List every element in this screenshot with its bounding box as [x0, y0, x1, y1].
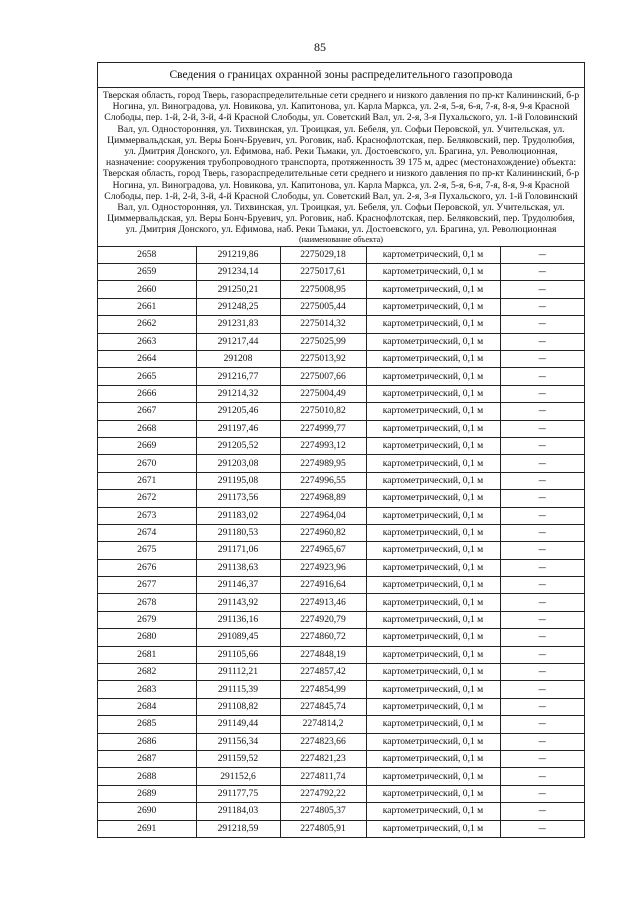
coordinate-x: 291171,06 [196, 542, 280, 559]
coordinate-y: 2274993,12 [280, 437, 366, 454]
object-description-text: Тверская область, город Тверь, газораспределительные сети среднего и низкого давления по пр-кт Калининский, б-р Ногина, ул. Виноградова, ул. Новикова, ул. Капитонова, ул. Карла Маркса, ул. 2-я, 5-я, 6-я, 7-я, 8-я, 9-я Красной Слободы, пер. 1-й, 2-й, 3-й, 4-й Красной Слободы, ул. Советский Вал, ул. 2-я, 3-я Пухальского, ул. 1-й Головинский Вал, ул. Односторонняя, ул. Тихвинская, ул. Троицкая, ул. Бебеля, ул. Софьи Перовской, ул. Учительская, ул. Циммервальдская, ул. Веры Бонч-Бруевич, ул. Роговик, наб. Краснофлотская, пер. Беляковский, пер. Трудолюбия, ул. Дмитрия Донского, ул. Ефимова, наб. Реки Тьмаки, ул. Достоевского, ул. Брагина, ул. Революционная, назначение: сооружения трубопроводного транспорта, протяженность 39 175 м, адрес (местонахождение) объекта: Тверская область, город Тверь, газораспределительные сети среднего и низкого давления по пр-кт Калининский, б-р Ногина, ул. Виноградова, ул. Новикова, ул. Капитонова, ул. Карла Маркса, ул. 2-я, 5-я, 6-я, 7-я, 8-я, 9-я Красной Слободы, пер. 1-й, 2-й, 3-й, 4-й Красной Слободы, ул. Советский Вал, ул. 2-я, 3-я Пухальского, ул. 1-й Головинский Вал, ул. Односторонняя, ул. Тихвинская, ул. Троицкая, ул. Бебеля, ул. Софьи Перовской, ул. Учительская, ул. Циммервальдская, ул. Веры Бонч-Бруевич, ул. Роговик, наб. Краснофлотская, пер. Беляковский, пер. Трудолюбия, ул. Дмитрия Донского, ул. Ефимова, наб. Реки Тьмаки, ул. Достоевского, ул. Брагина, ул. Революционная [102, 90, 580, 236]
coordinate-y: 2274854,99 [280, 681, 366, 698]
coordinate-x: 291105,66 [196, 646, 280, 663]
description-dash: — [500, 803, 584, 820]
coordinate-x: 291156,34 [196, 733, 280, 750]
coordinate-x: 291143,92 [196, 594, 280, 611]
table-row [98, 316, 584, 333]
object-description-note: (наименование объекта) [298, 234, 384, 244]
description-dash: — [500, 420, 584, 437]
table-row [98, 507, 584, 524]
coordinate-y: 2274999,77 [280, 420, 366, 437]
coordinate-y: 2275007,66 [280, 368, 366, 385]
coordinate-y: 2274823,66 [280, 733, 366, 750]
method-accuracy: картометрический, 0,1 м [366, 646, 500, 663]
point-number: 2683 [98, 681, 196, 698]
coordinate-y: 2274811,74 [280, 768, 366, 785]
method-accuracy: картометрический, 0,1 м [366, 577, 500, 594]
method-accuracy: картометрический, 0,1 м [366, 298, 500, 315]
method-accuracy: картометрический, 0,1 м [366, 333, 500, 350]
method-accuracy: картометрический, 0,1 м [366, 385, 500, 402]
table-row [98, 437, 584, 454]
coordinate-x: 291089,45 [196, 629, 280, 646]
coordinate-x: 291250,21 [196, 281, 280, 298]
table-row [98, 698, 584, 715]
method-accuracy: картометрический, 0,1 м [366, 681, 500, 698]
method-accuracy: картометрический, 0,1 м [366, 768, 500, 785]
description-dash: — [500, 542, 584, 559]
coordinate-x: 291173,56 [196, 490, 280, 507]
description-dash: — [500, 716, 584, 733]
table-row [98, 733, 584, 750]
coordinate-x: 291149,44 [196, 716, 280, 733]
coordinate-x: 291183,02 [196, 507, 280, 524]
method-accuracy: картометрический, 0,1 м [366, 524, 500, 541]
table-row [98, 681, 584, 698]
method-accuracy: картометрический, 0,1 м [366, 490, 500, 507]
method-accuracy: картометрический, 0,1 м [366, 281, 500, 298]
point-number: 2688 [98, 768, 196, 785]
table-row [98, 420, 584, 437]
table-row [98, 246, 584, 263]
description-dash: — [500, 577, 584, 594]
coordinate-y: 2274805,37 [280, 803, 366, 820]
coordinate-x: 291234,14 [196, 264, 280, 281]
document-title: Сведения о границах охранной зоны распределительного газопровода [98, 63, 584, 88]
table-row [98, 385, 584, 402]
description-dash: — [500, 611, 584, 628]
description-dash: — [500, 820, 584, 837]
table-row [98, 820, 584, 837]
coordinate-x: 291214,32 [196, 385, 280, 402]
coordinate-y: 2274964,04 [280, 507, 366, 524]
method-accuracy: картометрический, 0,1 м [366, 350, 500, 367]
point-number: 2691 [98, 820, 196, 837]
point-number: 2670 [98, 455, 196, 472]
method-accuracy: картометрический, 0,1 м [366, 316, 500, 333]
point-number: 2680 [98, 629, 196, 646]
method-accuracy: картометрический, 0,1 м [366, 629, 500, 646]
table-row [98, 455, 584, 472]
coordinate-y: 2274805,91 [280, 820, 366, 837]
coordinate-x: 291248,25 [196, 298, 280, 315]
table-row [98, 716, 584, 733]
coordinate-x: 291136,16 [196, 611, 280, 628]
description-dash: — [500, 246, 584, 263]
method-accuracy: картометрический, 0,1 м [366, 594, 500, 611]
coordinate-y: 2274989,95 [280, 455, 366, 472]
description-dash: — [500, 264, 584, 281]
table-row [98, 333, 584, 350]
point-number: 2666 [98, 385, 196, 402]
method-accuracy: картометрический, 0,1 м [366, 455, 500, 472]
coordinate-y: 2275004,49 [280, 385, 366, 402]
table-row [98, 803, 584, 820]
coordinate-x: 291177,75 [196, 785, 280, 802]
description-dash: — [500, 507, 584, 524]
method-accuracy: картометрический, 0,1 м [366, 437, 500, 454]
point-number: 2686 [98, 733, 196, 750]
method-accuracy: картометрический, 0,1 м [366, 750, 500, 767]
method-accuracy: картометрический, 0,1 м [366, 246, 500, 263]
coordinate-y: 2274845,74 [280, 698, 366, 715]
table-row [98, 646, 584, 663]
coordinate-y: 2274916,64 [280, 577, 366, 594]
description-dash: — [500, 768, 584, 785]
object-description [98, 88, 584, 246]
description-dash: — [500, 455, 584, 472]
description-dash: — [500, 629, 584, 646]
coordinate-x: 291219,86 [196, 246, 280, 263]
coordinate-y: 2274792,22 [280, 785, 366, 802]
description-dash: — [500, 664, 584, 681]
coordinate-x: 291217,44 [196, 333, 280, 350]
description-dash: — [500, 281, 584, 298]
point-number: 2658 [98, 246, 196, 263]
point-number: 2663 [98, 333, 196, 350]
point-number: 2684 [98, 698, 196, 715]
coordinate-y: 2275029,18 [280, 246, 366, 263]
coordinate-y: 2274965,67 [280, 542, 366, 559]
point-number: 2674 [98, 524, 196, 541]
point-number: 2681 [98, 646, 196, 663]
description-dash: — [500, 646, 584, 663]
method-accuracy: картометрический, 0,1 м [366, 403, 500, 420]
point-number: 2662 [98, 316, 196, 333]
coordinate-y: 2274848,19 [280, 646, 366, 663]
method-accuracy: картометрический, 0,1 м [366, 472, 500, 489]
point-number: 2660 [98, 281, 196, 298]
point-number: 2672 [98, 490, 196, 507]
coordinate-x: 291197,46 [196, 420, 280, 437]
method-accuracy: картометрический, 0,1 м [366, 716, 500, 733]
coordinate-x: 291231,83 [196, 316, 280, 333]
coordinate-y: 2275010,82 [280, 403, 366, 420]
table-row [98, 542, 584, 559]
table-row [98, 750, 584, 767]
point-number: 2687 [98, 750, 196, 767]
coordinates-table [98, 246, 584, 838]
coordinate-y: 2274860,72 [280, 629, 366, 646]
coordinate-x: 291108,82 [196, 698, 280, 715]
description-dash: — [500, 368, 584, 385]
method-accuracy: картометрический, 0,1 м [366, 611, 500, 628]
method-accuracy: картометрический, 0,1 м [366, 698, 500, 715]
method-accuracy: картометрический, 0,1 м [366, 820, 500, 837]
method-accuracy: картометрический, 0,1 м [366, 264, 500, 281]
table-row [98, 664, 584, 681]
table-row [98, 350, 584, 367]
point-number: 2679 [98, 611, 196, 628]
coordinate-y: 2274923,96 [280, 559, 366, 576]
point-number: 2676 [98, 559, 196, 576]
coordinate-y: 2275013,92 [280, 350, 366, 367]
coordinate-x: 291146,37 [196, 577, 280, 594]
table-row [98, 472, 584, 489]
description-dash: — [500, 733, 584, 750]
description-dash: — [500, 298, 584, 315]
coordinate-y: 2274960,82 [280, 524, 366, 541]
description-dash: — [500, 316, 584, 333]
method-accuracy: картометрический, 0,1 м [366, 542, 500, 559]
coordinate-x: 291205,46 [196, 403, 280, 420]
boundary-document [97, 62, 585, 838]
table-row [98, 629, 584, 646]
point-number: 2659 [98, 264, 196, 281]
description-dash: — [500, 750, 584, 767]
coordinate-y: 2274920,79 [280, 611, 366, 628]
description-dash: — [500, 385, 584, 402]
point-number: 2685 [98, 716, 196, 733]
coordinate-x: 291138,63 [196, 559, 280, 576]
point-number: 2689 [98, 785, 196, 802]
description-dash: — [500, 472, 584, 489]
table-row [98, 264, 584, 281]
description-dash: — [500, 437, 584, 454]
table-row [98, 785, 584, 802]
table-row [98, 524, 584, 541]
coordinate-y: 2274821,23 [280, 750, 366, 767]
point-number: 2671 [98, 472, 196, 489]
table-row [98, 594, 584, 611]
description-dash: — [500, 333, 584, 350]
coordinate-x: 291203,08 [196, 455, 280, 472]
method-accuracy: картометрический, 0,1 м [366, 664, 500, 681]
coordinate-y: 2275008,95 [280, 281, 366, 298]
coordinates-table-body [98, 246, 584, 837]
description-dash: — [500, 681, 584, 698]
description-dash: — [500, 524, 584, 541]
description-dash: — [500, 350, 584, 367]
point-number: 2682 [98, 664, 196, 681]
point-number: 2675 [98, 542, 196, 559]
description-dash: — [500, 559, 584, 576]
method-accuracy: картометрический, 0,1 м [366, 803, 500, 820]
coordinate-x: 291208 [196, 350, 280, 367]
coordinate-x: 291184,03 [196, 803, 280, 820]
description-dash: — [500, 594, 584, 611]
table-row [98, 768, 584, 785]
method-accuracy: картометрический, 0,1 м [366, 420, 500, 437]
description-dash: — [500, 698, 584, 715]
point-number: 2667 [98, 403, 196, 420]
table-row [98, 559, 584, 576]
coordinate-x: 291216,77 [196, 368, 280, 385]
coordinate-x: 291115,39 [196, 681, 280, 698]
point-number: 2690 [98, 803, 196, 820]
description-dash: — [500, 490, 584, 507]
coordinate-y: 2274968,89 [280, 490, 366, 507]
description-dash: — [500, 403, 584, 420]
point-number: 2664 [98, 350, 196, 367]
point-number: 2677 [98, 577, 196, 594]
coordinate-y: 2275017,61 [280, 264, 366, 281]
table-row [98, 577, 584, 594]
table-row [98, 281, 584, 298]
page-number: 85 [314, 40, 326, 54]
table-row [98, 611, 584, 628]
method-accuracy: картометрический, 0,1 м [366, 368, 500, 385]
point-number: 2678 [98, 594, 196, 611]
method-accuracy: картометрический, 0,1 м [366, 507, 500, 524]
coordinate-y: 2274996,55 [280, 472, 366, 489]
coordinate-x: 291195,08 [196, 472, 280, 489]
coordinate-x: 291218,59 [196, 820, 280, 837]
coordinate-y: 2275005,44 [280, 298, 366, 315]
coordinate-y: 2274814,2 [280, 716, 366, 733]
coordinate-x: 291152,6 [196, 768, 280, 785]
point-number: 2665 [98, 368, 196, 385]
point-number: 2673 [98, 507, 196, 524]
method-accuracy: картометрический, 0,1 м [366, 559, 500, 576]
coordinate-y: 2274913,46 [280, 594, 366, 611]
table-row [98, 368, 584, 385]
table-row [98, 403, 584, 420]
coordinate-y: 2274857,42 [280, 664, 366, 681]
method-accuracy: картометрический, 0,1 м [366, 733, 500, 750]
table-row [98, 298, 584, 315]
coordinate-y: 2275025,99 [280, 333, 366, 350]
point-number: 2669 [98, 437, 196, 454]
coordinate-x: 291112,21 [196, 664, 280, 681]
coordinate-x: 291180,53 [196, 524, 280, 541]
point-number: 2668 [98, 420, 196, 437]
coordinate-y: 2275014,32 [280, 316, 366, 333]
coordinate-x: 291205,52 [196, 437, 280, 454]
description-dash: — [500, 785, 584, 802]
table-row [98, 490, 584, 507]
method-accuracy: картометрический, 0,1 м [366, 785, 500, 802]
coordinate-x: 291159,52 [196, 750, 280, 767]
point-number: 2661 [98, 298, 196, 315]
